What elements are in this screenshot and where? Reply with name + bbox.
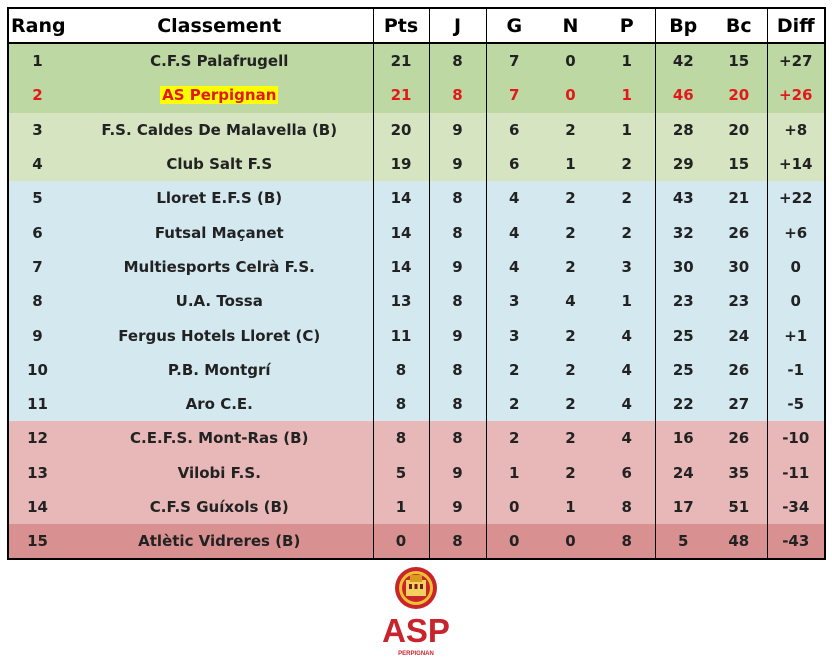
table-row: [8, 215, 825, 249]
cell-bc: 26: [711, 215, 767, 249]
cell-n: 2: [542, 387, 599, 421]
cell-rang: 14: [8, 490, 66, 524]
cell-g: 1: [486, 456, 542, 490]
header-classement: Classement: [66, 8, 373, 43]
cell-j: 8: [429, 387, 486, 421]
cell-p: 1: [599, 43, 655, 78]
cell-pts: 21: [373, 43, 429, 78]
cell-n: 2: [542, 456, 599, 490]
cell-diff: +8: [767, 113, 825, 147]
cell-p: 6: [599, 456, 655, 490]
cell-diff: 0: [767, 284, 825, 318]
cell-j: 8: [429, 181, 486, 215]
cell-p: 8: [599, 490, 655, 524]
cell-j: 8: [429, 284, 486, 318]
cell-j: 9: [429, 318, 486, 352]
cell-diff: +27: [767, 43, 825, 78]
cell-g: 3: [486, 284, 542, 318]
cell-p: 3: [599, 250, 655, 284]
cell-team: U.A. Tossa: [66, 284, 373, 318]
cell-p: 1: [599, 78, 655, 112]
cell-g: 7: [486, 43, 542, 78]
cell-bc: 48: [711, 524, 767, 559]
cell-pts: 8: [373, 353, 429, 387]
header-rang: Rang: [8, 8, 66, 43]
cell-bc: 24: [711, 318, 767, 352]
highlighted-team-label: AS Perpignan: [162, 86, 277, 105]
cell-team: Atlètic Vidreres (B): [66, 524, 373, 559]
cell-rang: 2: [8, 78, 66, 112]
cell-n: 2: [542, 353, 599, 387]
cell-bc: 51: [711, 490, 767, 524]
cell-p: 2: [599, 215, 655, 249]
header-pts: Pts: [373, 8, 429, 43]
cell-bp: 24: [655, 456, 711, 490]
cell-p: 1: [599, 113, 655, 147]
cell-bp: 42: [655, 43, 711, 78]
header-j: J: [429, 8, 486, 43]
cell-team: P.B. Montgrí: [66, 353, 373, 387]
cell-bc: 23: [711, 284, 767, 318]
cell-p: 1: [599, 284, 655, 318]
cell-team: Multiesports Celrà F.S.: [66, 250, 373, 284]
cell-team: [66, 78, 373, 112]
cell-j: 8: [429, 421, 486, 455]
cell-bp: 28: [655, 113, 711, 147]
header-n: N: [542, 8, 599, 43]
table-row: [8, 387, 825, 421]
cell-diff: +6: [767, 215, 825, 249]
cell-j: 8: [429, 353, 486, 387]
cell-bc: 21: [711, 181, 767, 215]
cell-pts: 14: [373, 181, 429, 215]
cell-pts: 20: [373, 113, 429, 147]
cell-p: 2: [599, 181, 655, 215]
cell-n: 0: [542, 43, 599, 78]
header-row: [8, 8, 825, 43]
header-bc: Bc: [711, 8, 767, 43]
cell-g: 2: [486, 387, 542, 421]
cell-rang: 12: [8, 421, 66, 455]
cell-pts: 14: [373, 250, 429, 284]
table-row: [8, 421, 825, 455]
cell-pts: 5: [373, 456, 429, 490]
cell-rang: 4: [8, 147, 66, 181]
cell-j: 8: [429, 78, 486, 112]
cell-p: 4: [599, 387, 655, 421]
cell-rang: 8: [8, 284, 66, 318]
cell-bc: 15: [711, 43, 767, 78]
cell-pts: 1: [373, 490, 429, 524]
cell-j: 9: [429, 250, 486, 284]
cell-team: F.S. Caldes De Malavella (B): [66, 113, 373, 147]
cell-g: 0: [486, 490, 542, 524]
cell-bp: 32: [655, 215, 711, 249]
cell-diff: -5: [767, 387, 825, 421]
cell-diff: -43: [767, 524, 825, 559]
header-g: G: [486, 8, 542, 43]
cell-pts: 13: [373, 284, 429, 318]
standings-table: [7, 7, 826, 560]
cell-n: 2: [542, 421, 599, 455]
cell-bp: 25: [655, 318, 711, 352]
cell-bc: 26: [711, 353, 767, 387]
cell-diff: -1: [767, 353, 825, 387]
cell-rang: 6: [8, 215, 66, 249]
cell-pts: 0: [373, 524, 429, 559]
cell-g: 4: [486, 250, 542, 284]
cell-bc: 26: [711, 421, 767, 455]
cell-j: 8: [429, 524, 486, 559]
cell-team: Club Salt F.S: [66, 147, 373, 181]
cell-bc: 27: [711, 387, 767, 421]
cell-diff: -34: [767, 490, 825, 524]
cell-diff: +14: [767, 147, 825, 181]
cell-pts: 11: [373, 318, 429, 352]
cell-bp: 25: [655, 353, 711, 387]
cell-team: Fergus Hotels Lloret (C): [66, 318, 373, 352]
cell-g: 4: [486, 215, 542, 249]
cell-diff: +22: [767, 181, 825, 215]
cell-p: 2: [599, 147, 655, 181]
cell-bp: 5: [655, 524, 711, 559]
cell-bp: 43: [655, 181, 711, 215]
header-diff: Diff: [767, 8, 825, 43]
cell-diff: +1: [767, 318, 825, 352]
cell-bp: 23: [655, 284, 711, 318]
table-row: [8, 318, 825, 352]
table-row: [8, 43, 825, 78]
cell-pts: 8: [373, 421, 429, 455]
cell-pts: 21: [373, 78, 429, 112]
cell-g: 6: [486, 113, 542, 147]
cell-p: 4: [599, 421, 655, 455]
cell-bc: 30: [711, 250, 767, 284]
table-row: [8, 353, 825, 387]
cell-pts: 19: [373, 147, 429, 181]
cell-j: 9: [429, 113, 486, 147]
club-logo: [382, 565, 450, 661]
cell-j: 8: [429, 43, 486, 78]
cell-rang: 9: [8, 318, 66, 352]
cell-n: 2: [542, 318, 599, 352]
cell-bp: 22: [655, 387, 711, 421]
table-row: [8, 78, 825, 112]
logo-subtitle: PERPIGNAN: [398, 651, 434, 657]
cell-bp: 29: [655, 147, 711, 181]
cell-p: 8: [599, 524, 655, 559]
cell-bc: 35: [711, 456, 767, 490]
cell-n: 2: [542, 181, 599, 215]
cell-bp: 30: [655, 250, 711, 284]
cell-n: 0: [542, 78, 599, 112]
cell-team: Lloret E.F.S (B): [66, 181, 373, 215]
cell-bc: 15: [711, 147, 767, 181]
cell-bp: 46: [655, 78, 711, 112]
cell-n: 2: [542, 215, 599, 249]
table-row: [8, 456, 825, 490]
cell-n: 1: [542, 147, 599, 181]
cell-n: 4: [542, 284, 599, 318]
table-row: [8, 284, 825, 318]
cell-rang: 7: [8, 250, 66, 284]
cell-p: 4: [599, 318, 655, 352]
standings-body: [8, 43, 825, 559]
cell-p: 4: [599, 353, 655, 387]
cell-rang: 15: [8, 524, 66, 559]
cell-team: C.F.S Guíxols (B): [66, 490, 373, 524]
cell-g: 6: [486, 147, 542, 181]
cell-n: 0: [542, 524, 599, 559]
cell-diff: 0: [767, 250, 825, 284]
club-crest-icon: [382, 565, 450, 661]
table-row: [8, 181, 825, 215]
cell-rang: 11: [8, 387, 66, 421]
cell-team: C.F.S Palafrugell: [66, 43, 373, 78]
cell-rang: 10: [8, 353, 66, 387]
cell-g: 2: [486, 353, 542, 387]
table-row: [8, 524, 825, 559]
cell-rang: 13: [8, 456, 66, 490]
table-row: [8, 147, 825, 181]
cell-g: 4: [486, 181, 542, 215]
cell-team: Futsal Maçanet: [66, 215, 373, 249]
cell-pts: 14: [373, 215, 429, 249]
cell-j: 9: [429, 456, 486, 490]
cell-n: 2: [542, 250, 599, 284]
cell-j: 8: [429, 215, 486, 249]
cell-team: Aro C.E.: [66, 387, 373, 421]
logo-letters: ASP: [382, 612, 450, 649]
header-p: P: [599, 8, 655, 43]
cell-bc: 20: [711, 113, 767, 147]
cell-rang: 3: [8, 113, 66, 147]
cell-rang: 1: [8, 43, 66, 78]
cell-rang: 5: [8, 181, 66, 215]
table-row: [8, 113, 825, 147]
table-row: [8, 490, 825, 524]
cell-j: 9: [429, 490, 486, 524]
table-row: [8, 250, 825, 284]
cell-n: 2: [542, 113, 599, 147]
cell-g: 0: [486, 524, 542, 559]
cell-diff: -10: [767, 421, 825, 455]
cell-bp: 16: [655, 421, 711, 455]
cell-diff: -11: [767, 456, 825, 490]
header-bp: Bp: [655, 8, 711, 43]
cell-bp: 17: [655, 490, 711, 524]
cell-pts: 8: [373, 387, 429, 421]
cell-n: 1: [542, 490, 599, 524]
cell-bc: 20: [711, 78, 767, 112]
cell-g: 2: [486, 421, 542, 455]
cell-team: C.E.F.S. Mont-Ras (B): [66, 421, 373, 455]
cell-g: 3: [486, 318, 542, 352]
cell-team: Vilobi F.S.: [66, 456, 373, 490]
cell-diff: +26: [767, 78, 825, 112]
cell-g: 7: [486, 78, 542, 112]
cell-j: 9: [429, 147, 486, 181]
